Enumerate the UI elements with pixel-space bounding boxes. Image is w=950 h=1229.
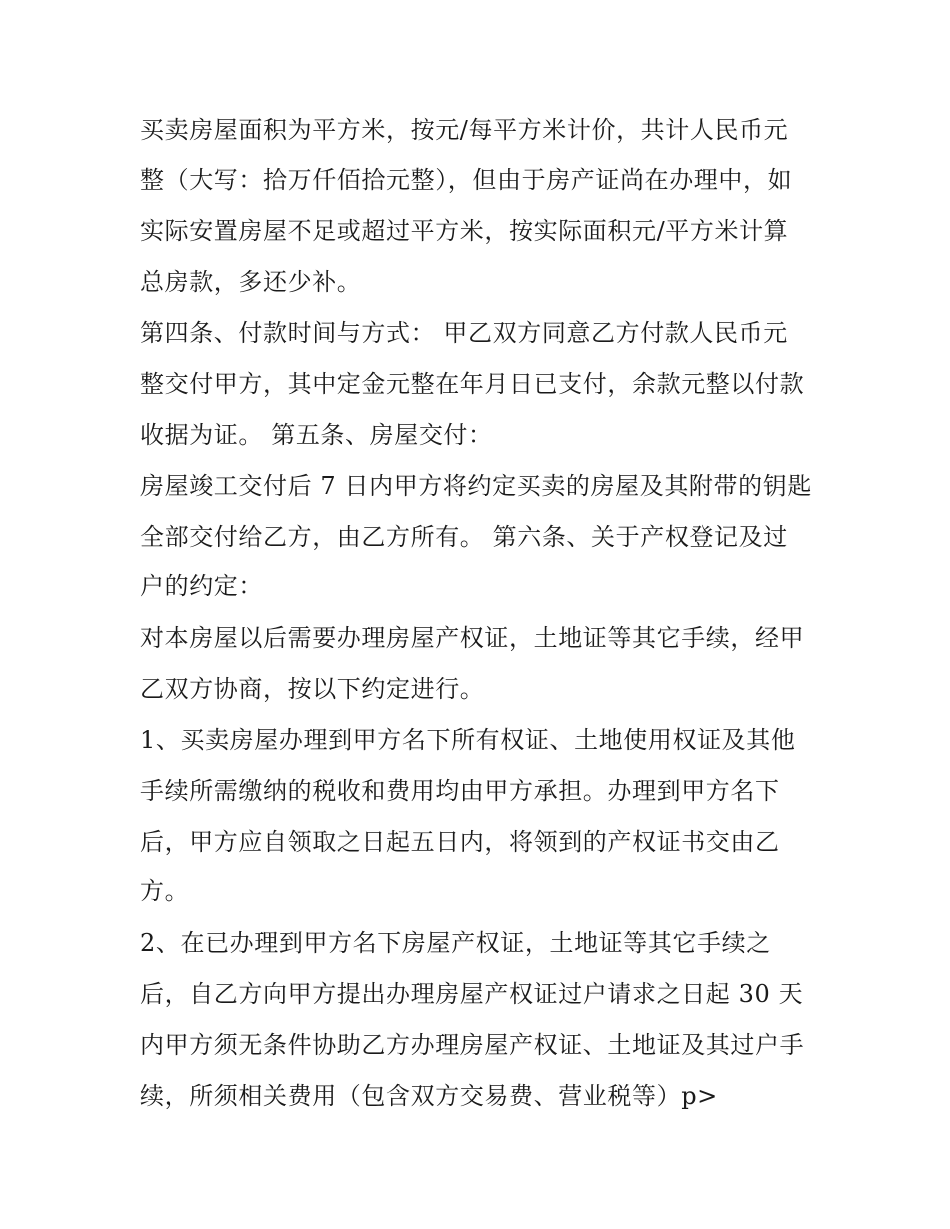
paragraph-line: 手续所需缴纳的税收和费用均由甲方承担。办理到甲方名下: [140, 777, 780, 805]
paragraph-line: 收据为证。 第五条、房屋交付：: [140, 421, 493, 449]
paragraph-line: 1、买卖房屋办理到甲方名下所有权证、土地使用权证及其他: [140, 726, 796, 754]
paragraph-line: 续，所须相关费用（包含双方交易费、营业税等）p>: [140, 1082, 718, 1110]
paragraph-line: 实际安置房屋不足或超过平方米，按实际面积元/平方米计算: [140, 217, 789, 245]
paragraph-line: 总房款，多还少补。: [140, 268, 362, 296]
paragraph-line: 方。: [140, 877, 190, 905]
paragraph-line: 户的约定：: [140, 572, 263, 600]
paragraph-line: 对本房屋以后需要办理房屋产权证，土地证等其它手续，经甲: [140, 624, 805, 652]
paragraph-line: 买卖房屋面积为平方米，按元/每平方米计价，共计人民币元: [140, 116, 789, 144]
paragraph-line: 内甲方须无条件协助乙方办理房屋产权证、土地证及其过户手: [140, 1031, 805, 1059]
paragraph-line: 后，自乙方向甲方提出办理房屋产权证过户请求之日起 30 天: [140, 980, 804, 1008]
paragraph-line: 2、在已办理到甲方名下房屋产权证，土地证等其它手续之: [140, 929, 771, 957]
paragraph-line: 房屋竣工交付后 7 日内甲方将约定买卖的房屋及其附带的钥匙: [140, 472, 812, 500]
paragraph-line: 第四条、付款时间与方式： 甲乙双方同意乙方付款人民币元: [140, 319, 788, 347]
paragraph-line: 整交付甲方，其中定金元整在年月日已支付，余款元整以付款: [140, 370, 805, 398]
paragraph-line: 整（大写：拾万仟佰拾元整），但由于房产证尚在办理中，如: [140, 166, 793, 194]
paragraph-line: 后，甲方应自领取之日起五日内，将领到的产权证书交由乙: [140, 828, 780, 856]
paragraph-line: 全部交付给乙方，由乙方所有。 第六条、关于产权登记及过: [140, 523, 788, 551]
paragraph-line: 乙双方协商，按以下约定进行。: [140, 675, 485, 703]
